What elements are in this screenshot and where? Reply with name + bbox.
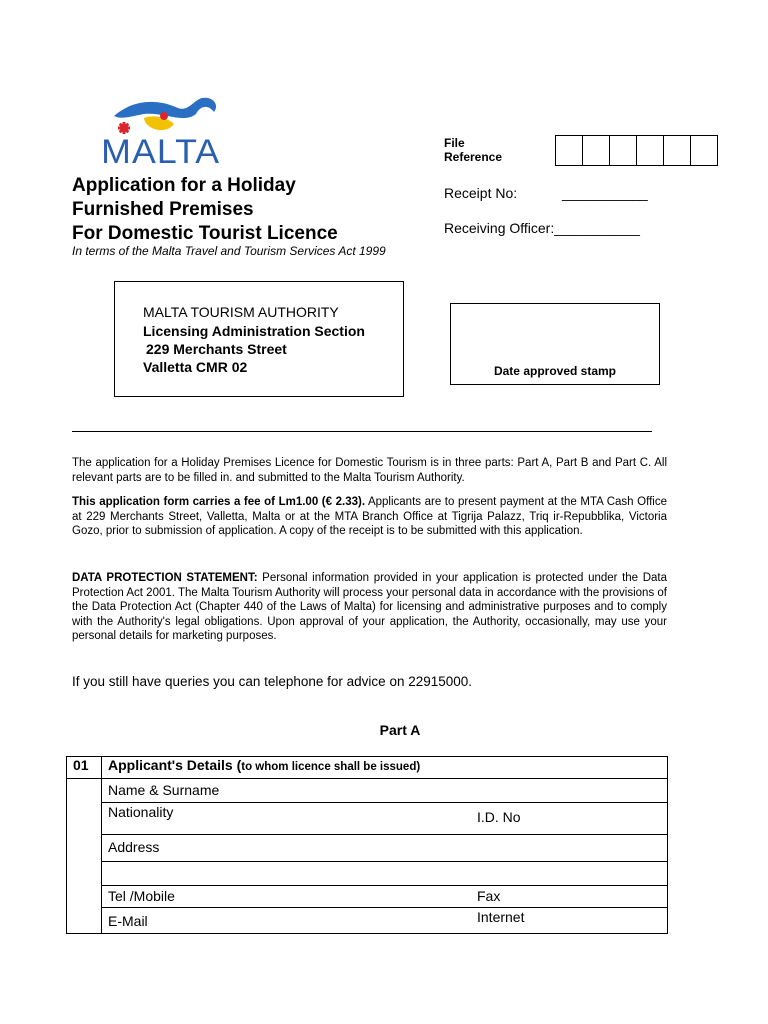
fee-paragraph <box>72 495 667 539</box>
receiving-officer-row <box>444 220 640 236</box>
tel-mobile-label: Tel /Mobile <box>108 888 175 904</box>
receiving-officer-field[interactable]: ___________ <box>554 220 640 236</box>
form-subtitle: In terms of the Malta Travel and Tourism Services Act 1999 <box>72 244 386 258</box>
address-line-1: MALTA TOURISM AUTHORITY <box>143 304 339 320</box>
title-line-1: Application for a Holiday <box>72 175 296 196</box>
file-reference-box[interactable] <box>610 136 637 165</box>
id-number-label: I.D. No <box>477 809 521 825</box>
name-surname-field[interactable] <box>102 779 668 803</box>
data-protection-text: Personal information provided in your application is protected under the Data Protection Act 2001. The Malta Tourism Authority will process your personal data in accordance with the provisions of the Data Protection Act (Chapter 440 of the Laws of Malta) for licensing and administrative purposes and to comply with the Authority's legal obligations. Upon approval of your application, the Authority, occasionally, may use your personal details for marketing purposes. <box>72 572 667 643</box>
malta-logo-text: MALTA <box>101 133 221 171</box>
section-spacer <box>67 779 102 934</box>
internet-label: Internet <box>477 909 525 925</box>
address-field[interactable] <box>102 835 668 862</box>
address-line-2: Licensing Administration Section <box>143 323 365 339</box>
address-label: Address <box>108 839 160 855</box>
mta-address-box <box>114 281 404 397</box>
section-number: 01 <box>67 757 102 779</box>
section-title-note: to whom licence shall be issued) <box>241 761 421 773</box>
file-reference-box[interactable] <box>637 136 664 165</box>
receipt-number-field[interactable]: ___________ <box>562 185 648 201</box>
file-reference-line-2: Reference <box>444 150 503 164</box>
fee-details: Applicants are to present payment at the MTA Cash Office at 229 Merchants Street, Valletta, Malta or at the MTA Branch Office at Tigrija Palazz, Triq ir-Repubblika, Victoria Gozo, prior to submission of application. A copy of the receipt is to be submitted with this application. <box>72 496 667 538</box>
queries-text: If you still have queries you can telephone for advice on 22915000. <box>72 674 473 689</box>
receipt-number-row <box>444 185 648 201</box>
receiving-officer-label: Receiving Officer: <box>444 220 555 236</box>
file-reference-label <box>444 136 502 164</box>
form-title <box>72 174 338 246</box>
file-reference-box[interactable] <box>691 136 717 165</box>
section-title-text: Applicant's Details ( <box>108 757 242 773</box>
address-field-continued[interactable] <box>102 862 668 886</box>
tel-fax-row[interactable] <box>102 886 668 908</box>
date-approved-stamp-label: Date approved stamp <box>493 364 617 378</box>
nationality-label: Nationality <box>108 804 174 820</box>
fee-statement: This application form carries a fee of Lm1.00 (€ 2.33). <box>72 496 366 508</box>
data-protection-heading: DATA PROTECTION STATEMENT: <box>72 572 258 584</box>
fax-label: Fax <box>477 888 501 904</box>
title-line-2: Furnished Premises <box>72 199 254 220</box>
applicant-details-table <box>66 756 668 934</box>
section-title <box>102 757 668 779</box>
file-reference-box[interactable] <box>583 136 610 165</box>
divider <box>72 431 652 432</box>
data-protection-paragraph <box>72 571 667 644</box>
file-reference-line-1: File <box>444 136 465 150</box>
receipt-number-label: Receipt No: <box>444 185 518 201</box>
nationality-id-row[interactable] <box>102 803 668 835</box>
address-line-3: 229 Merchants Street <box>146 341 287 357</box>
file-reference-boxes[interactable] <box>555 135 718 166</box>
date-approved-stamp-box <box>450 303 660 385</box>
address-line-4: Valletta CMR 02 <box>143 359 248 375</box>
name-surname-label: Name & Surname <box>108 782 220 798</box>
part-a-heading: Part A <box>379 722 421 738</box>
title-line-3: For Domestic Tourist Licence <box>72 223 338 244</box>
email-internet-row[interactable] <box>102 908 668 934</box>
file-reference-box[interactable] <box>664 136 691 165</box>
email-label: E-Mail <box>108 913 148 929</box>
intro-paragraph: The application for a Holiday Premises Licence for Domestic Tourism is in three parts: Part A, Part B and Part C. All relevant parts are to be filled in. and submitted to the Malta Tourism Authority. <box>72 457 667 484</box>
file-reference-box[interactable] <box>556 136 583 165</box>
